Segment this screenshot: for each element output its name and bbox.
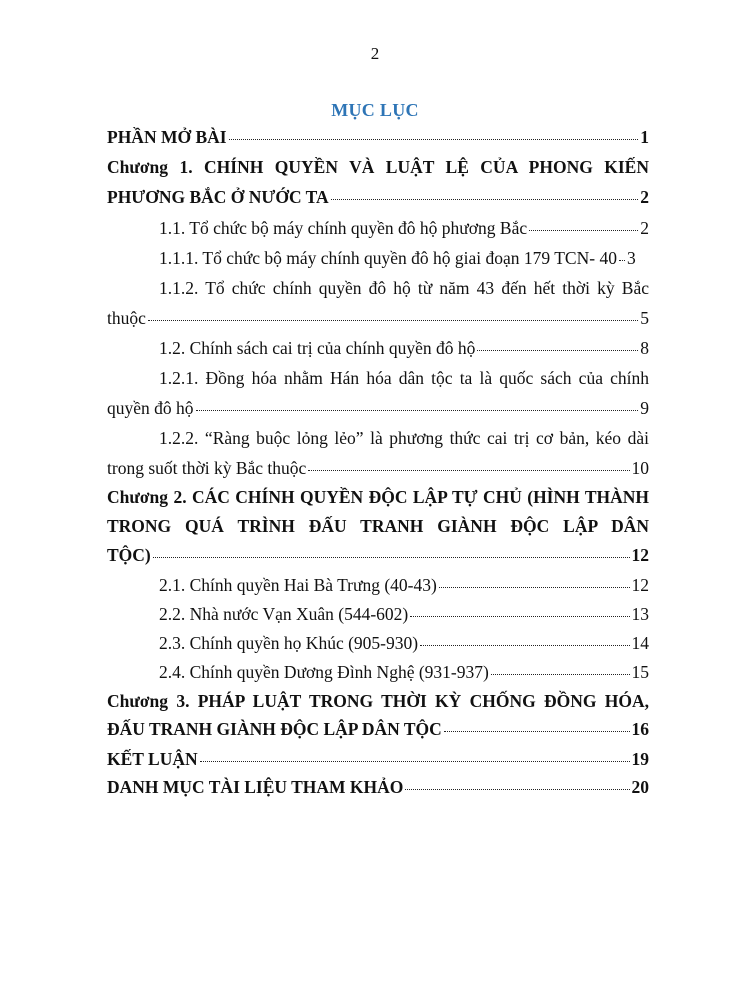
- toc-entry-text-line-1: 1.1.2. Tổ chức chính quyền đô hộ từ năm 43 đến hết thời kỳ Bắc: [159, 278, 649, 298]
- toc-page-number: 9: [640, 398, 649, 418]
- toc-entry-text: 1.2. Chính sách cai trị của chính quyền đô hộ: [159, 338, 476, 358]
- toc-page-number: 2: [640, 187, 649, 207]
- toc-page-number: 19: [631, 749, 649, 769]
- toc-entry-text-line-1: 1.2.1. Đồng hóa nhằm Hán hóa dân tộc ta là quốc sách của chính: [159, 368, 649, 388]
- toc-entry-2-4[interactable]: [107, 658, 649, 687]
- toc-entry-1-2[interactable]: [107, 333, 649, 363]
- toc-entry-text: 2.3. Chính quyền họ Khúc (905-930): [159, 633, 419, 653]
- toc-entry-text: trong suốt thời kỳ Bắc thuộc: [107, 458, 307, 478]
- dot-leader: [410, 616, 629, 617]
- dot-leader: [229, 139, 639, 140]
- toc-entry-2-2[interactable]: [107, 600, 649, 629]
- toc-entry-1-1-2[interactable]: [107, 273, 649, 333]
- toc-entry-text-line-1: Chương 3. PHÁP LUẬT TRONG THỜI KỲ CHỐNG ĐỒNG HÓA,: [107, 691, 649, 711]
- toc-page-number: 10: [631, 458, 649, 478]
- toc-entry-1-2-1[interactable]: [107, 363, 649, 423]
- dot-leader: [331, 199, 639, 200]
- dot-leader: [308, 470, 629, 471]
- toc-page-number: 5: [640, 308, 649, 328]
- toc-entry-text: thuộc: [107, 308, 146, 328]
- dot-leader: [439, 587, 630, 588]
- toc-entry-1-1-1[interactable]: [107, 243, 649, 273]
- toc-page-number: 15: [631, 662, 649, 682]
- toc-page-number: 2: [640, 218, 649, 238]
- dot-leader: [491, 674, 630, 675]
- toc-entry-conclusion[interactable]: [107, 745, 649, 773]
- dot-leader: [444, 731, 630, 732]
- toc-entry-chapter-3[interactable]: [107, 687, 649, 743]
- toc-page-number: 8: [640, 338, 649, 358]
- toc-entry-text-line-1: 1.2.2. “Ràng buộc lỏng lẻo” là phương thức cai trị cơ bản, kéo dài: [159, 428, 649, 448]
- dot-leader: [619, 260, 625, 261]
- toc-entry-2-3[interactable]: [107, 629, 649, 658]
- toc-entry-text: KẾT LUẬN: [107, 749, 198, 769]
- dot-leader: [153, 557, 630, 558]
- dot-leader: [529, 230, 638, 231]
- toc-entry-1-2-2[interactable]: [107, 423, 649, 483]
- dot-leader: [405, 789, 629, 790]
- dot-leader: [148, 320, 638, 321]
- toc-page-number: 12: [631, 545, 649, 565]
- toc-entry-text: 1.1. Tổ chức bộ máy chính quyền đô hộ phương Bắc: [159, 218, 528, 238]
- toc-entry-text: ĐẤU TRANH GIÀNH ĐỘC LẬP DÂN TỘC: [107, 719, 442, 739]
- toc-entry-text: PHƯƠNG BẮC Ở NƯỚC TA: [107, 187, 329, 207]
- toc-entry-text: 2.2. Nhà nước Vạn Xuân (544-602): [159, 604, 409, 624]
- toc-entry-chapter-1[interactable]: [107, 152, 649, 212]
- dot-leader: [477, 350, 638, 351]
- page-number: 2: [370, 44, 380, 63]
- toc-entry-2-1[interactable]: [107, 571, 649, 600]
- toc-entry-intro[interactable]: [107, 124, 649, 150]
- toc-entry-text: DANH MỤC TÀI LIỆU THAM KHẢO: [107, 777, 404, 797]
- toc-entry-text: quyền đô hộ: [107, 398, 194, 418]
- toc-page-number: 1: [640, 127, 649, 147]
- dot-leader: [200, 761, 630, 762]
- toc-page-number: 13: [631, 604, 649, 624]
- toc-page-number: 20: [631, 777, 649, 797]
- toc-page-number: 16: [631, 719, 649, 739]
- toc-entry-references[interactable]: [107, 773, 649, 801]
- toc-entry-1-1[interactable]: [107, 213, 649, 243]
- toc-page-number: 12: [631, 575, 649, 595]
- toc-entry-text: TỘC): [107, 545, 151, 565]
- toc-entry-text-line-1: Chương 2. CÁC CHÍNH QUYỀN ĐỘC LẬP TỰ CHỦ (HÌNH THÀNH: [107, 487, 649, 507]
- toc-entry-text: 2.4. Chính quyền Dương Đình Nghệ (931-937): [159, 662, 489, 682]
- toc-entry-text: 2.1. Chính quyền Hai Bà Trưng (40-43): [159, 575, 437, 595]
- toc-entry-text: 1.1.1. Tổ chức bộ máy chính quyền đô hộ giai đoạn 179 TCN- 40: [159, 248, 617, 268]
- toc-entry-text-line-2: TRONG QUÁ TRÌNH ĐẤU TRANH GIÀNH ĐỘC LẬP DÂN: [107, 516, 649, 536]
- dot-leader: [420, 645, 629, 646]
- toc-page-number: 3: [626, 248, 636, 268]
- toc-entry-chapter-2[interactable]: [107, 483, 649, 570]
- toc-title: MỤC LỤC: [331, 100, 419, 120]
- toc-page-number: 14: [631, 633, 649, 653]
- toc-entry-text: PHẦN MỞ BÀI: [107, 127, 227, 147]
- toc-entry-text-line-1: Chương 1. CHÍNH QUYỀN VÀ LUẬT LỆ CỦA PHONG KIẾN: [107, 157, 649, 177]
- dot-leader: [196, 410, 639, 411]
